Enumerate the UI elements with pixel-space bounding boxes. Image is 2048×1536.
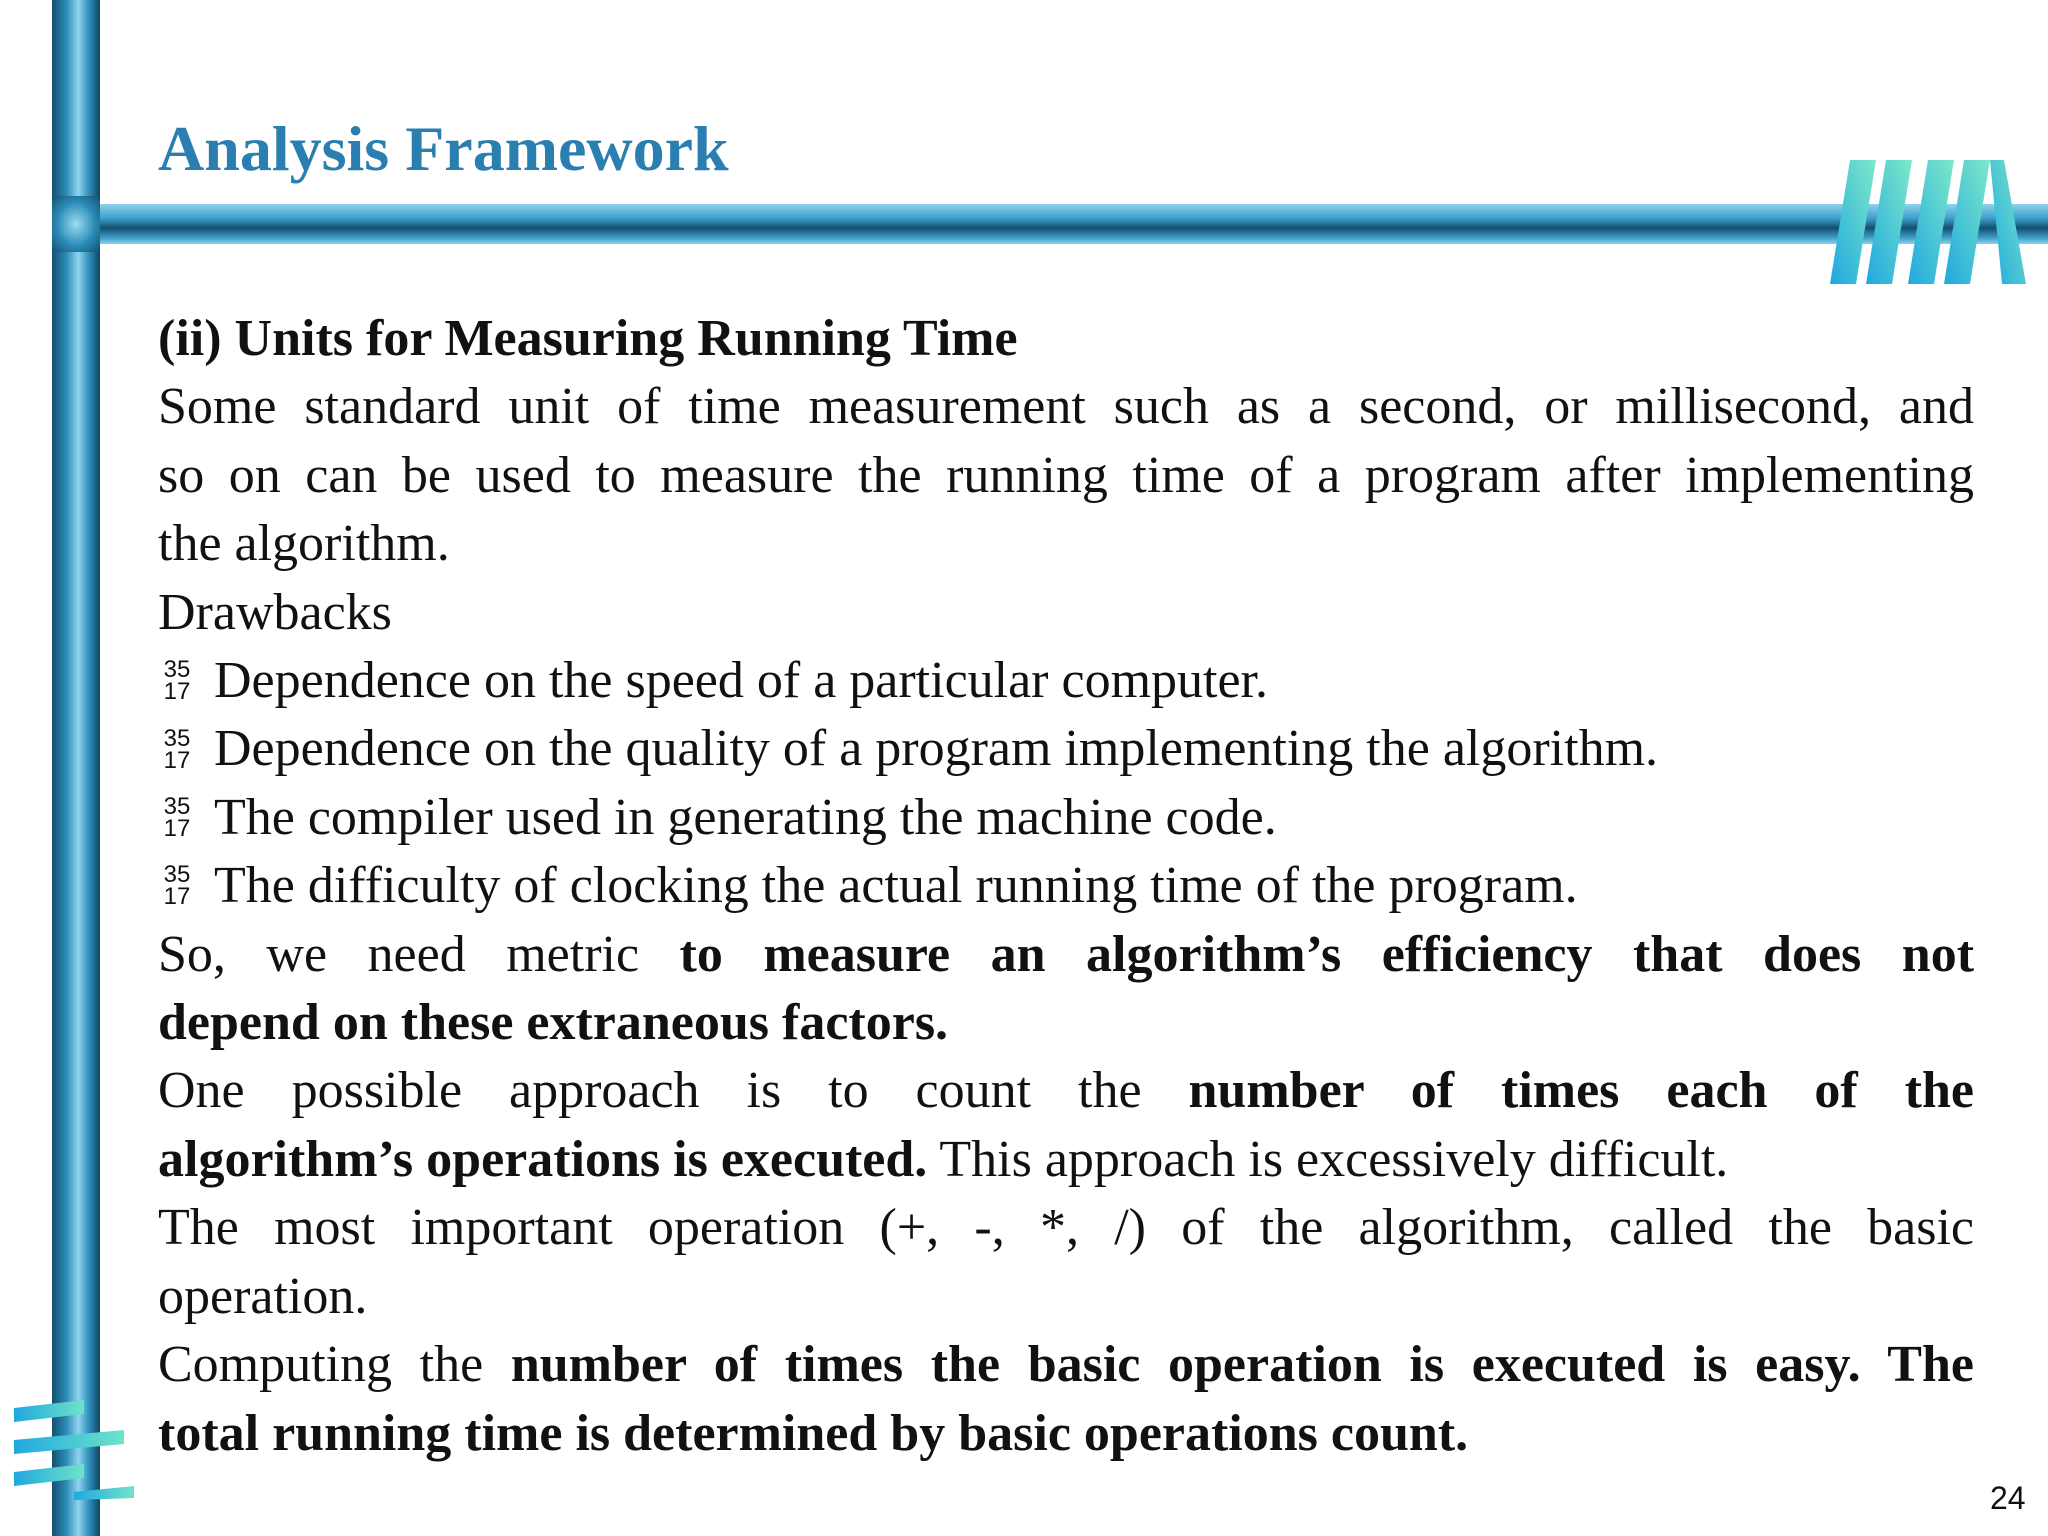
paragraph-computing-line-2: total running time is determined by basic operations count.	[158, 1404, 1469, 1462]
section-subtitle: (ii) Units for Measuring Running Time	[158, 310, 1018, 367]
bullet-glyph-icon: 35 17	[163, 656, 191, 706]
bullet-text: Dependence on the quality of a program implementing the algorithm.	[214, 720, 1659, 778]
bar-joint	[52, 196, 100, 252]
bullet-text: The difficulty of clocking the actual running time of the program.	[214, 857, 1578, 915]
intro-line-2: so on can be used to measure the running time of a program after implementing	[158, 446, 1974, 504]
paragraph-approach-line-1: One possible approach is to count the number of times each of the	[158, 1062, 1974, 1120]
paragraph-metric-line-1: So, we need metric to measure an algorithm’s efficiency that does not	[158, 925, 1975, 983]
bullet-item	[158, 647, 1974, 715]
slide-title: Analysis Framework	[158, 113, 729, 184]
bullet-glyph-icon: 35 17	[163, 724, 191, 774]
bullet-glyph-icon: 35 17	[163, 793, 191, 843]
paragraph-metric-line-2: depend on these extraneous factors.	[158, 994, 949, 1052]
paragraph-approach-line-2: algorithm’s operations is executed. This approach is excessively difficult.	[158, 1130, 1729, 1188]
bullet-item	[158, 715, 1974, 783]
paragraph-computing-line-1: Computing the number of times the basic operation is executed is easy. The	[158, 1336, 1974, 1394]
page-number: 24	[1990, 1480, 2026, 1516]
slide-body	[158, 305, 1974, 1468]
bullet-item	[158, 852, 1974, 920]
intro-line-1: Some standard unit of time measurement such as a second, or millisecond, and	[158, 378, 1974, 436]
intro-line-3: the algorithm.	[158, 515, 450, 573]
bullet-text: The compiler used in generating the machine code.	[214, 788, 1277, 846]
drawbacks-heading: Drawbacks	[158, 583, 392, 641]
bullet-item	[158, 784, 1974, 852]
paragraph-basic-op-line-2: operation.	[158, 1267, 368, 1325]
paragraph-basic-op-line-1: The most important operation (+, -, *, /) of the algorithm, called the basic	[158, 1199, 1974, 1257]
bullet-text: Dependence on the speed of a particular computer.	[214, 652, 1268, 710]
side-stripes-decoration	[14, 1400, 144, 1500]
header-horizontal-bar	[70, 204, 2048, 244]
corner-stripes-decoration	[1830, 160, 2048, 284]
bullet-glyph-icon: 35 17	[163, 861, 191, 911]
